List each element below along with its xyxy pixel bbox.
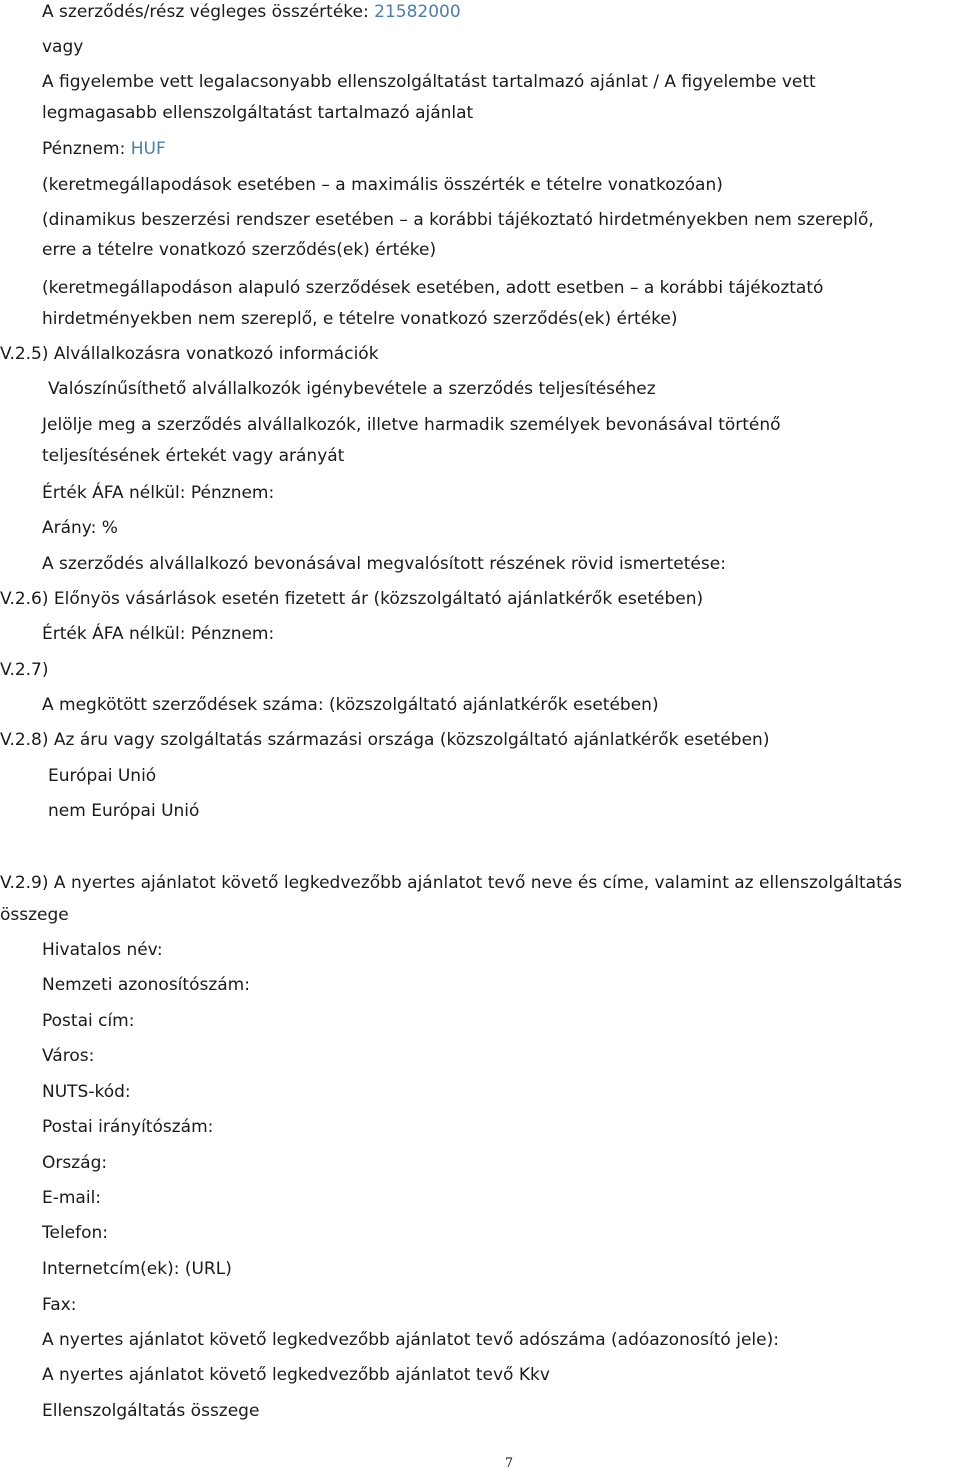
field-national-id: Nemzeti azonosítószám: bbox=[42, 975, 250, 995]
indicate-line-2: teljesítésének értekét vagy arányát bbox=[42, 446, 345, 466]
currency-line bbox=[42, 138, 166, 160]
field-telephone: Telefon: bbox=[42, 1223, 109, 1243]
option-non-eu: nem Európai Unió bbox=[48, 801, 200, 821]
section-v29-heading-line-1: V.2.9) A nyertes ajánlatot követő legkedvezőbb ajánlatot tevő neve és címe, valamint az ellenszolgáltatás bbox=[0, 873, 903, 893]
note-dynamic-line-2: erre a tételre vonatkozó szerződés(ek) értéke) bbox=[42, 240, 437, 260]
note-based-line-2: hirdetményekben nem szereplő, e tételre vonatkozó szerződés(ek) értéke) bbox=[42, 309, 678, 329]
final-value-line bbox=[42, 1, 461, 23]
field-country: Ország: bbox=[42, 1153, 108, 1173]
indicate-line-1: Jelölje meg a szerződés alvállalkozók, illetve harmadik személyek bevonásával történő bbox=[42, 415, 781, 435]
short-description: A szerződés alvállalkozó bevonásával megvalósított részének rövid ismertetése: bbox=[42, 554, 726, 574]
note-dynamic-line-1: (dinamikus beszerzési rendszer esetében – a korábbi tájékoztató hirdetményekben nem szereplő, bbox=[42, 210, 874, 230]
field-fax: Fax: bbox=[42, 1295, 77, 1315]
note-framework: (keretmegállapodások esetében – a maximális összérték e tételre vonatkozóan) bbox=[42, 175, 723, 195]
section-v25-heading: V.2.5) Alvállalkozásra vonatkozó információk bbox=[0, 344, 379, 364]
field-postal-code: Postai irányítószám: bbox=[42, 1117, 214, 1137]
field-sme: A nyertes ajánlatot követő legkedvezőbb ajánlatot tevő Kkv bbox=[42, 1365, 550, 1385]
field-nuts-code: NUTS-kód: bbox=[42, 1082, 131, 1102]
v26-value-excl-vat: Érték ÁFA nélkül: Pénznem: bbox=[42, 624, 275, 644]
section-v26-heading: V.2.6) Előnyös vásárlások esetén fizetett ár (közszolgáltató ajánlatkérők esetében) bbox=[0, 589, 704, 609]
section-v29-heading-line-2: összege bbox=[0, 905, 69, 925]
field-official-name: Hivatalos név: bbox=[42, 940, 163, 960]
field-email: E-mail: bbox=[42, 1188, 102, 1208]
or-text: vagy bbox=[42, 37, 84, 57]
option-eu: Európai Unió bbox=[48, 766, 157, 786]
section-v27-heading: V.2.7) bbox=[0, 660, 49, 680]
note-based-line-1: (keretmegállapodáson alapuló szerződések esetében, adott esetben – a korábbi tájékoztató bbox=[42, 278, 824, 298]
page-number: 7 bbox=[504, 1456, 514, 1471]
contracts-count: A megkötött szerződések száma: (közszolgáltató ajánlatkérők esetében) bbox=[42, 695, 659, 715]
ratio: Arány: % bbox=[42, 518, 118, 538]
final-value-label: A szerződés/rész végleges összértéke: bbox=[42, 2, 369, 22]
field-city: Város: bbox=[42, 1046, 95, 1066]
likely-subcontracting: Valószínűsíthető alvállalkozók igénybevétele a szerződés teljesítéséhez bbox=[48, 379, 656, 399]
field-internet-address: Internetcím(ek): (URL) bbox=[42, 1259, 232, 1279]
currency-label: Pénznem: bbox=[42, 139, 126, 159]
value-excl-vat: Érték ÁFA nélkül: Pénznem: bbox=[42, 483, 275, 503]
field-tax-number: A nyertes ajánlatot követő legkedvezőbb ajánlatot tevő adószáma (adóazonosító jele): bbox=[42, 1330, 779, 1350]
offer-line-2: legmagasabb ellenszolgáltatást tartalmazó ajánlat bbox=[42, 103, 474, 123]
offer-line-1: A figyelembe vett legalacsonyabb ellenszolgáltatást tartalmazó ajánlat / A figyelembe vett bbox=[42, 72, 816, 92]
section-v28-heading: V.2.8) Az áru vagy szolgáltatás származási országa (közszolgáltató ajánlatkérők esetében) bbox=[0, 730, 770, 750]
field-postal-address: Postai cím: bbox=[42, 1011, 135, 1031]
field-consideration-amount: Ellenszolgáltatás összege bbox=[42, 1401, 260, 1421]
final-value: 21582000 bbox=[374, 2, 461, 22]
currency-value: HUF bbox=[130, 139, 166, 159]
